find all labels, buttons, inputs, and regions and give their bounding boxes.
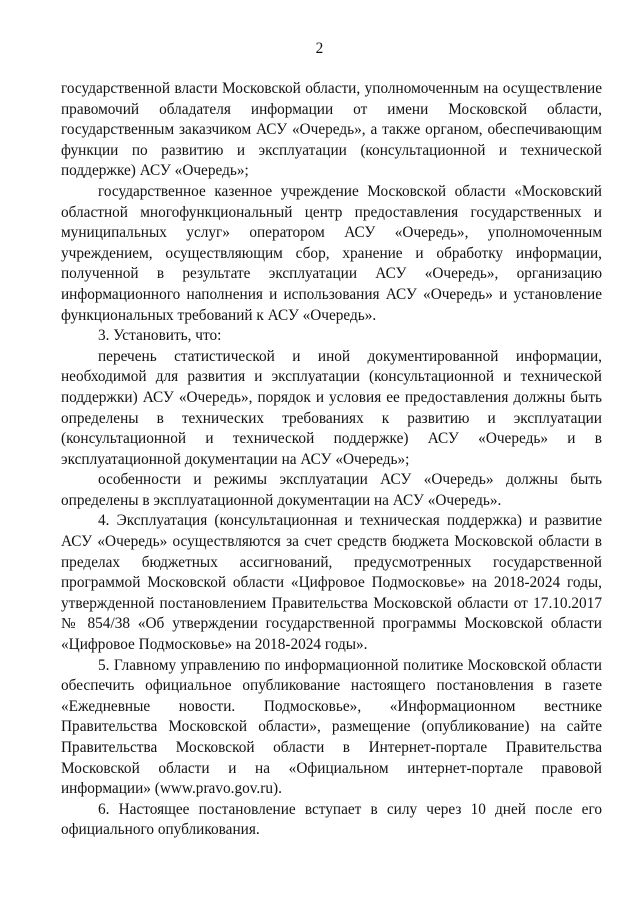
paragraph-item-5: 5. Главному управлению по информационной политике Московской области обеспечить официальное опубликование настоящего постановления в газете «Ежедневные новости. Подмосковье», «Информационном вестнике Правительства Московской области», размещение (опубликование) на сайте Правительства Московской области в Интернет-портале Правительства Московской области и на «Официальном интернет-портале правовой информации» (www.pravo.gov.ru). — [61, 656, 602, 798]
paragraph-item-3-modes: особенности и режимы эксплуатации АСУ «Очередь» должны быть определены в эксплуатационной документации на АСУ «Очередь». — [61, 471, 602, 509]
paragraph-item-4: 4. Эксплуатация (консультационная и техническая поддержка) и развитие АСУ «Очередь» осуществляются за счет средств бюджета Московской области в пределах бюджетных ассигнований, предусмотренных государственной программой Московской области «Цифровое Подмосковье» на 2018-2024 годы, утвержденной постановлением Правительства Московской области от 17.10.2017 № 854/38 «Об утверждении государственной программы Московской области «Цифровое Подмосковье» на 2018-2024 годы». — [61, 512, 602, 654]
document-body — [61, 79, 602, 841]
paragraph-item-3-list: перечень статистической и иной документированной информации, необходимой для развития и эксплуатации (консультационной и технической поддержки) АСУ «Очередь», порядок и условия ее предоставления должны быть определены в технических требованиях к развитию и эксплуатации (консультационной и технической поддержке) АСУ «Очередь» и в эксплуатационной документации на АСУ «Очередь»; — [61, 347, 602, 468]
paragraph-continuation: государственной власти Московской области, уполномоченным на осуществление правомочий обладателя информации от имени Московской области, государственным заказчиком АСУ «Очередь», а также органом, обеспечивающим функции по развитию и эксплуатации (консультационной и технической поддержке) АСУ «Очередь»; — [61, 80, 602, 180]
paragraph-item-3-heading: 3. Установить, что: — [98, 327, 222, 345]
page-number: 2 — [315, 40, 324, 57]
paragraph-item-6: 6. Настоящее постановление вступает в силу через 10 дней после его официального опубликования. — [61, 800, 602, 839]
paragraph-operator: государственное казенное учреждение Московской области «Московский областной многофункциональный центр предоставления государственных и муниципальных услуг» оператором АСУ «Очередь», уполномоченным учреждением, осуществляющим сбор, хранение и обработку информации, полученной в результате эксплуатации АСУ «Очередь», организацию информационного наполнения и использования АСУ «Очередь» и установление функциональных требований к АСУ «Очередь». — [61, 182, 602, 324]
